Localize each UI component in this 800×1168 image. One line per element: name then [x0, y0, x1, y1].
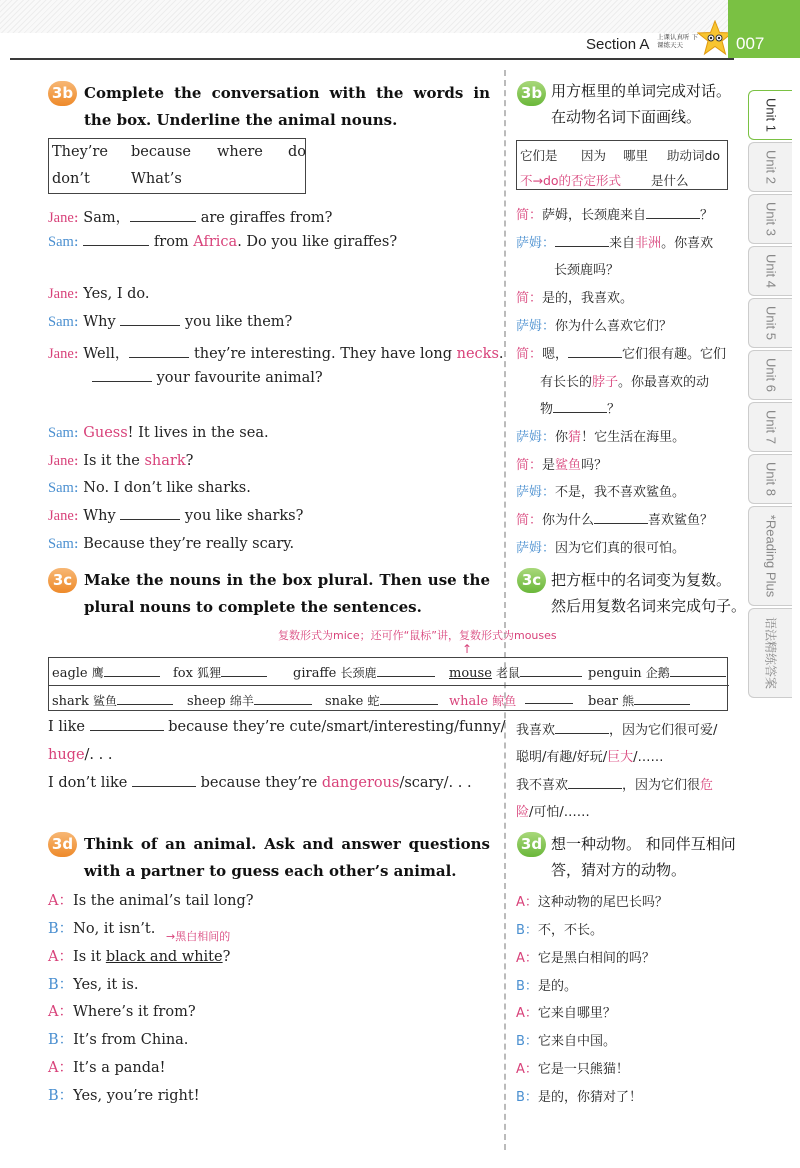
instruction-3c: Make the nouns in the box plural. Then use the plural nouns to complete the sentences. — [84, 571, 490, 616]
zh-sentence-dislike-cont: 险/可怕/…… — [516, 805, 590, 820]
tab-unit-5[interactable]: Unit 5 — [748, 298, 792, 348]
qa-line: B：Yes, it is. — [48, 977, 139, 993]
instruction-3b-zh-2: 在动物名词下面画线。 — [551, 108, 702, 126]
noun-item: bear 熊 — [588, 692, 690, 709]
zh-qa-line: B：不，不长。 — [516, 923, 603, 938]
column-divider — [504, 70, 506, 1150]
instruction-3b-zh-1: 用方框里的单词完成对话。 — [551, 82, 732, 100]
zh-dialog-line: 萨姆：因为它们真的很可怕。 — [516, 541, 686, 556]
zh-dialog-line: 萨姆：你为什么喜欢它们？ — [516, 319, 673, 334]
qa-line: A：Is it black and white? — [48, 949, 231, 965]
zh-dialog-line: 萨姆： 来自非洲。你喜欢 — [516, 236, 714, 251]
dialog-line: your favourite animal? — [92, 370, 323, 386]
zh-dialog-line: 简：是鲨鱼吗？ — [516, 458, 608, 473]
logo-text: 上课认真听 下课练天天 — [657, 33, 699, 49]
badge-3b: 3b — [48, 81, 77, 106]
answer-blank[interactable] — [92, 370, 152, 382]
dialog-line: Sam: Why you like them? — [48, 314, 293, 330]
zh-dialog-line: 有长长的脖子。你最喜欢的动 — [540, 375, 710, 390]
word-box-item: do — [288, 144, 307, 160]
zh-dialog-line: 简：萨姆，长颈鹿来自 ？ — [516, 208, 714, 223]
zh-dialog-line: 物 ？ — [540, 402, 621, 417]
sentence-like-cont: huge/. . . — [48, 747, 113, 763]
zh-sentence-dislike: 我不喜欢 ，因为它们很危 — [516, 778, 714, 793]
zh-sentence-like-cont: 聪明/有趣/好玩/巨大/…… — [516, 750, 664, 765]
speaker-jane: Jane — [48, 210, 74, 226]
section-label: Section A — [586, 36, 650, 53]
badge-3b-zh: 3b — [517, 81, 546, 106]
badge-3d-zh: 3d — [517, 832, 546, 857]
dialog-line: Sam: No. I don’t like sharks. — [48, 480, 251, 496]
header-rule — [10, 58, 734, 60]
noun-item: eagle 鹰 — [52, 664, 160, 681]
zh-qa-line: B：它来自中国。 — [516, 1034, 616, 1049]
tab-reading-plus[interactable]: *Reading Plus — [748, 506, 792, 606]
zh-sentence-like: 我喜欢 ，因为它们很可爱/ — [516, 723, 718, 738]
qa-line: B：It’s from China. — [48, 1032, 189, 1048]
tab-unit-4[interactable]: Unit 4 — [748, 246, 792, 296]
noun-item: shark 鲨鱼 — [52, 692, 173, 709]
dialog-line: Jane: Well， they’re interesting. They have long necks. — [48, 346, 504, 362]
dialog-line: Jane: Why you like sharks? — [48, 508, 304, 524]
answer-blank[interactable] — [83, 234, 149, 246]
dialog-line: Sam: from Africa. Do you like giraffes? — [48, 234, 398, 250]
answer-blank[interactable] — [120, 314, 180, 326]
zh-dialog-line: 简：你为什么 喜欢鲨鱼？ — [516, 513, 714, 528]
noun-row — [49, 685, 729, 712]
zh-dialog-line: 简：是的，我喜欢。 — [516, 291, 634, 306]
noun-item: fox 狐狸 — [173, 664, 267, 681]
instruction-3d-zh-2: 答，猜对方的动物。 — [551, 861, 687, 879]
zh-qa-line: A：它是黑白相间的吗？ — [516, 951, 655, 966]
instruction-3d: Think of an animal. Ask and answer questions with a partner to guess each other’s animal. — [84, 835, 490, 880]
zh-qa-line: A：这种动物的尾巴长吗？ — [516, 895, 668, 910]
zh-dialog-line: 萨姆：你猜！它生活在海里。 — [516, 430, 686, 445]
zh-qa-line: B：是的，你猜对了！ — [516, 1090, 642, 1105]
instruction-3b: Complete the conversation with the words in the box. Underline the animal nouns. — [84, 84, 490, 129]
dialog-line: Jane: Yes, I do. — [48, 286, 150, 302]
word-box-3b — [48, 138, 306, 194]
sentence-like: I like because they’re cute/smart/interesting/funny/ — [48, 719, 506, 735]
noun-blank[interactable] — [525, 692, 573, 708]
badge-3c-zh: 3c — [517, 568, 546, 593]
noun-item: sheep 绵羊 — [187, 692, 312, 709]
answer-blank[interactable] — [129, 346, 189, 358]
zh-dialog-line: 简：嗯， 它们很有趣。它们 — [516, 347, 727, 362]
noun-row — [49, 658, 729, 685]
word-box-item: because — [131, 144, 191, 160]
noun-box-3c — [48, 657, 728, 711]
header-band — [0, 0, 728, 33]
badge-3c: 3c — [48, 568, 77, 593]
zh-dialog-line: 萨姆：不是，我不喜欢鲨鱼。 — [516, 485, 686, 500]
answer-blank[interactable] — [130, 210, 196, 222]
page-number: 007 — [736, 34, 765, 53]
noun-item: snake 蛇 — [325, 692, 438, 709]
noun-item: penguin 企鹅 — [588, 664, 726, 681]
tab-unit-3[interactable]: Unit 3 — [748, 194, 792, 244]
tab-unit-7[interactable]: Unit 7 — [748, 402, 792, 452]
annotation-arrow: ↑ — [462, 642, 473, 656]
qa-line: B：Yes, you’re right! — [48, 1088, 200, 1104]
speaker-sam: Sam — [48, 234, 74, 250]
qa-line: A：It’s a panda! — [48, 1060, 166, 1076]
dialog-line: Sam: Because they’re really scary. — [48, 536, 295, 552]
dialog-line: Sam: Guess! It lives in the sea. — [48, 425, 269, 441]
instruction-3c-zh-1: 把方框中的名词变为复数。 — [551, 571, 732, 589]
noun-item: whale 鲸鱼 — [449, 694, 517, 709]
annotation-mouse-plural: 复数形式为mice；还可作“鼠标”讲，复数形式为mouses — [278, 629, 557, 642]
instruction-3c-zh-2: 然后用复数名词来完成句子。 — [551, 597, 747, 615]
word-box-item: They’re — [52, 144, 108, 160]
dialog-line: Jane: Is it the shark? — [48, 453, 194, 469]
zh-qa-line: A：它是一只熊猫！ — [516, 1062, 629, 1077]
zh-qa-line: A：它来自哪里？ — [516, 1006, 616, 1021]
qa-line: A：Is the animal’s tail long? — [48, 893, 254, 909]
instruction-3d-zh-1: 想一种动物。 和同伴互相问 — [551, 835, 736, 853]
tab-unit-2[interactable]: Unit 2 — [748, 142, 792, 192]
noun-item: giraffe 长颈鹿 — [293, 664, 435, 681]
qa-line: B：No, it isn’t. — [48, 921, 156, 937]
tab-grammar-answers[interactable]: 语法精练答案 — [748, 608, 792, 698]
word-box-item: don’t — [52, 171, 90, 187]
qa-line: A：Where’s it from? — [48, 1004, 196, 1020]
answer-blank[interactable] — [120, 508, 180, 520]
tab-unit-8[interactable]: Unit 8 — [748, 454, 792, 504]
tab-unit-1[interactable]: Unit 1 — [748, 90, 792, 140]
dialog-line: Jane: Sam， are giraffes from? — [48, 210, 333, 226]
word-box-item: where — [217, 144, 263, 160]
noun-item: mouse 老鼠 — [449, 664, 582, 681]
sentence-dislike: I don’t like because they’re dangerous/scary/. . . — [48, 775, 472, 791]
zh-dialog-line: 长颈鹿吗？ — [554, 263, 620, 278]
word-box-3b-zh: 它们是 因为 哪里 助动词do 不→do的否定形式 是什么 — [516, 140, 728, 190]
zh-qa-line: B：是的。 — [516, 979, 577, 994]
badge-3d: 3d — [48, 832, 77, 857]
word-box-item: What’s — [131, 171, 182, 187]
tab-unit-6[interactable]: Unit 6 — [748, 350, 792, 400]
annotation-black-and-white: →黑白相间的 — [166, 930, 231, 943]
